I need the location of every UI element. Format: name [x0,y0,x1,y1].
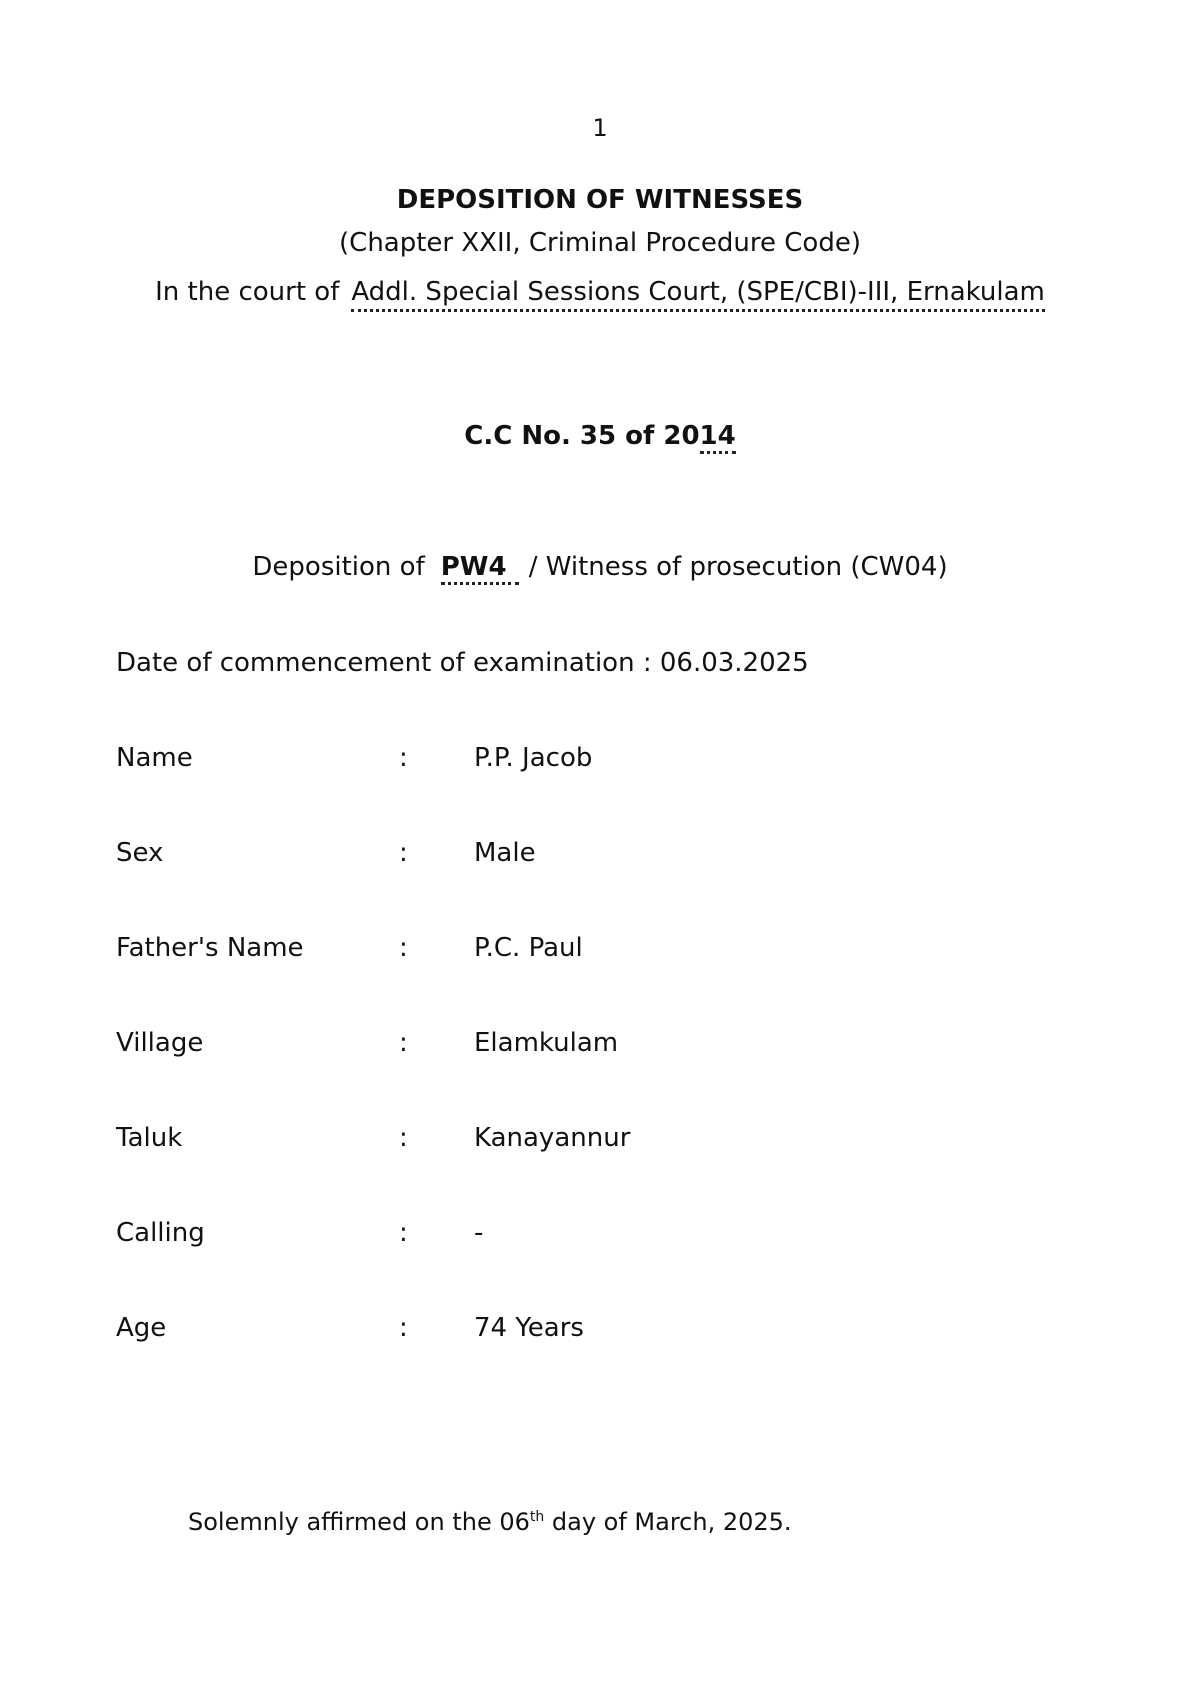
field-colon: : [399,1028,408,1058]
field-colon: : [399,1313,408,1343]
field-label: Age [116,1313,167,1343]
examination-date-line [116,648,809,678]
field-value: - [474,1218,484,1248]
deposition-prefix: Deposition of [252,552,425,582]
field-colon: : [399,1218,408,1248]
witness-id: PW4 [441,552,519,585]
field-colon: : [399,1123,408,1153]
field-value: Kanayannur [474,1123,631,1153]
case-number [0,421,1200,451]
field-colon: : [399,933,408,963]
field-value: 74 Years [474,1313,584,1343]
field-row-village [116,1028,1116,1064]
field-row-sex [116,838,1116,874]
document-subtitle: (Chapter XXII, Criminal Procedure Code) [339,228,861,258]
affirmation-ordinal: th [529,1509,545,1525]
field-row-age [116,1313,1116,1349]
page-number: 1 [592,114,608,142]
field-value: Male [474,838,536,868]
field-value: P.C. Paul [474,933,583,963]
document-title: DEPOSITION OF WITNESSES [396,185,804,215]
field-value: P.P. Jacob [474,743,593,773]
field-label: Name [116,743,193,773]
affirmation-suffix: day of March, 2025. [544,1508,792,1536]
affirmation-prefix: Solemnly affirmed on the 06 [188,1508,530,1536]
case-number-prefix: C.C No. 35 of 20 [464,421,700,451]
field-label: Taluk [116,1123,183,1153]
field-label: Village [116,1028,204,1058]
field-colon: : [399,838,408,868]
affirmation-line [188,1508,792,1536]
examination-date-label: Date of commencement of examination : [116,648,652,678]
deposition-line [0,552,1200,585]
field-label: Calling [116,1218,205,1248]
court-name: Addl. Special Sessions Court, (SPE/CBI)-III, Ernakulam [351,277,1045,312]
deposition-suffix: / Witness of prosecution (CW04) [528,552,948,582]
field-row-calling [116,1218,1116,1254]
examination-date-value: 06.03.2025 [659,648,809,678]
field-row-fathers-name [116,933,1116,969]
field-label: Father's Name [116,933,304,963]
field-value: Elamkulam [474,1028,619,1058]
case-year-tail: 14 [700,421,736,454]
field-label: Sex [116,838,164,868]
field-row-taluk [116,1123,1116,1159]
field-row-name [116,743,1116,779]
court-line [0,277,1200,307]
field-colon: : [399,743,408,773]
court-prefix: In the court of [155,277,340,307]
